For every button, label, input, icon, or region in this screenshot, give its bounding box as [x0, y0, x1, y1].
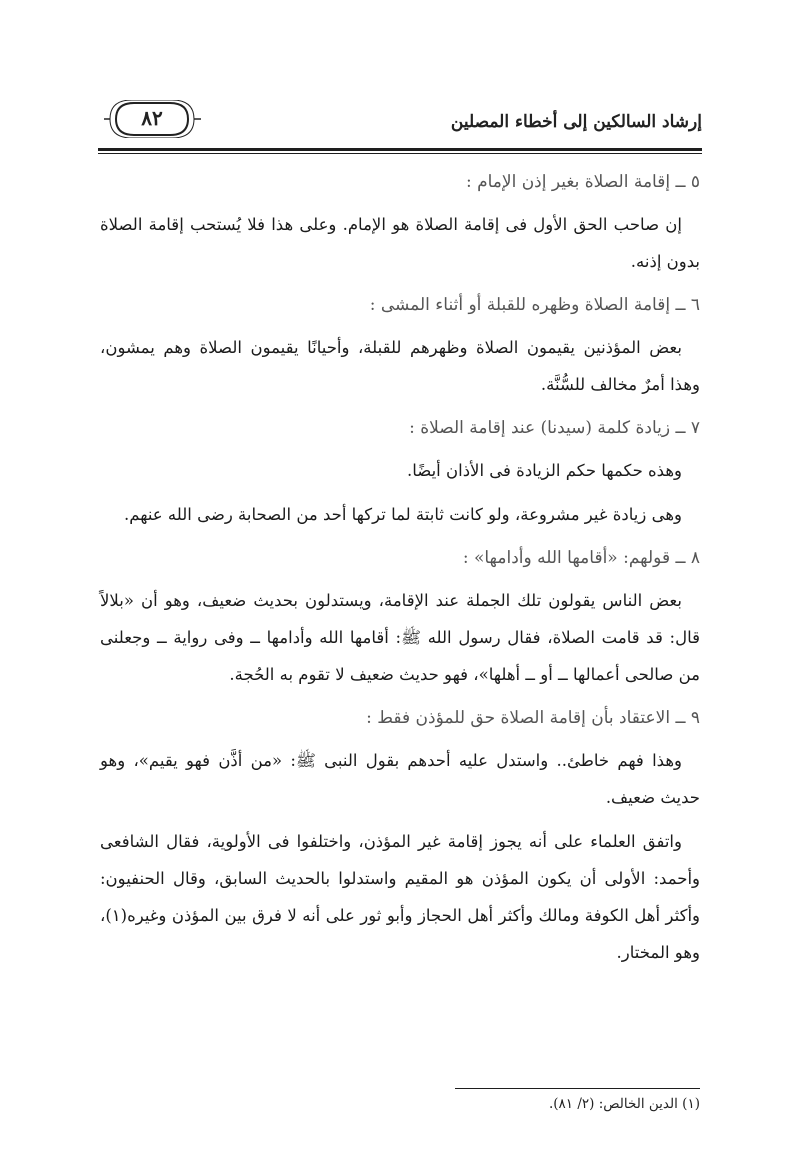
section-heading: ٨ ــ قولهم: «أقامها الله وأدامها» : [462, 548, 700, 568]
running-title: إرشاد السالكين إلى أخطاء المصلين [450, 112, 702, 132]
paragraph: بعض الناس يقولون تلك الجملة عند الإقامة، ويستدلون بحديث ضعيف، وهو أن «بلالاً قال: قد قامت الصلاة، فقال رسول الله ﷺ: أقامها الله وأدامها ــ وفى رواية ــ وجعلنى من صالحى أعمالها ــ أو ــ أهلها»، فهو حديث ضعيف لا تقوم به الحُجة. [100, 591, 700, 684]
header-rule-thin [98, 153, 702, 154]
page-body [100, 160, 700, 978]
paragraph: وهذه حكمها حكم الزيادة فى الأذان أيضًا. [407, 461, 682, 480]
section-heading: ٦ ــ إقامة الصلاة وظهره للقبلة أو أثناء المشى : [369, 295, 700, 315]
page-number-badge [102, 100, 202, 138]
paragraph: بعض المؤذنين يقيمون الصلاة وظهرهم للقبلة، وأحيانًا يقيمون الصلاة وهم يمشون، وهذا أمرٌ مخالف للسُّنَّة. [100, 338, 700, 394]
paragraph: إن صاحب الحق الأول فى إقامة الصلاة هو الإمام. وعلى هذا فلا يُستحب إقامة الصلاة بدون إذنه. [100, 215, 700, 271]
section-heading: ٩ ــ الاعتقاد بأن إقامة الصلاة حق للمؤذن فقط : [366, 708, 700, 728]
page-header [98, 98, 702, 148]
footnote: (١) الدين الخالص: (٢/ ٨١). [548, 1096, 700, 1112]
paragraph: وهذا فهم خاطئ.. واستدل عليه أحدهم بقول النبى ﷺ: «من أذَّن فهو يقيم»، وهو حديث ضعيف. [100, 751, 700, 807]
paragraph: وهى زيادة غير مشروعة، ولو كانت ثابتة لما تركها أحد من الصحابة رضى الله عنهم. [124, 505, 682, 524]
header-rule-thick [98, 148, 702, 151]
page-number: ٨٢ [141, 106, 163, 130]
paragraph: واتفق العلماء على أنه يجوز إقامة غير المؤذن، واختلفوا فى الأولوية، فقال الشافعى وأحمد: الأولى أن يكون المؤذن هو المقيم واستدلوا بالحديث السابق، وقال الحنفيون: وأكثر أهل الكوفة ومالك وأكثر أهل الحجاز وأبو ثور على أنه لا فرق بين المؤذن وغيره(١)، وهو المختار. [100, 832, 700, 962]
footnote-separator [455, 1088, 700, 1089]
section-heading: ٥ ــ إقامة الصلاة بغير إذن الإمام : [465, 172, 700, 192]
section-heading: ٧ ــ زيادة كلمة (سيدنا) عند إقامة الصلاة : [409, 418, 700, 438]
